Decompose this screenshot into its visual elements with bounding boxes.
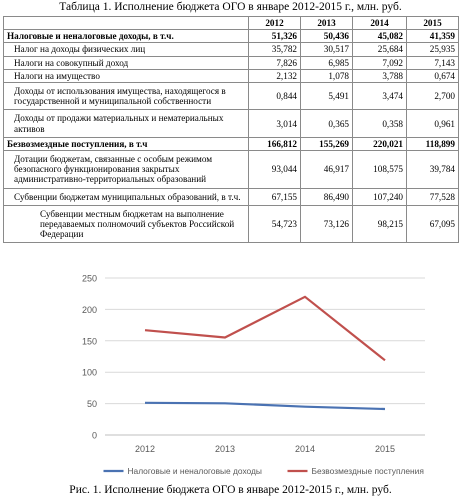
cell-value: 30,517 xyxy=(301,43,353,56)
legend-label: Налоговые и неналоговые доходы xyxy=(127,466,262,476)
cell-value: 6,985 xyxy=(301,56,353,69)
cell-value: 0,365 xyxy=(301,110,353,137)
cell-value: 25,684 xyxy=(353,43,407,56)
cell-value: 166,812 xyxy=(249,137,301,150)
table-row xyxy=(4,83,459,110)
row-label: Доходы от продажи материальных и нематериальных активов xyxy=(4,110,249,137)
cell-value: 2,132 xyxy=(249,69,301,82)
table-row xyxy=(4,137,459,150)
row-label: Налоги на имущество xyxy=(4,69,249,82)
cell-value: 1,078 xyxy=(301,69,353,82)
header-year-2013: 2013 xyxy=(301,17,353,30)
cell-value: 0,844 xyxy=(249,83,301,110)
row-label: Налоговые и неналоговые доходы, в т.ч. xyxy=(4,30,249,43)
x-tick-label: 2013 xyxy=(214,444,236,454)
table-row xyxy=(4,30,459,43)
cell-value: 25,935 xyxy=(407,43,459,56)
cell-value: 7,143 xyxy=(407,56,459,69)
cell-value: 0,961 xyxy=(407,110,459,137)
cell-value: 7,826 xyxy=(249,56,301,69)
cell-value: 86,490 xyxy=(301,188,353,205)
y-tick-label: 200 xyxy=(81,304,97,315)
x-tick-label: 2014 xyxy=(294,444,316,454)
cell-value: 98,215 xyxy=(353,205,407,243)
cell-value: 46,917 xyxy=(301,151,353,189)
budget-line-chart xyxy=(0,266,461,482)
cell-value: 118,899 xyxy=(407,137,459,150)
x-tick-label: 2012 xyxy=(134,444,156,454)
header-year-2014: 2014 xyxy=(353,17,407,30)
row-label: Безвозмездные поступления, в т.ч xyxy=(4,137,249,150)
table-row xyxy=(4,110,459,137)
row-label: Субвенции местным бюджетам на выполнение передаваемых полномочий субъектов Российской Федерации xyxy=(4,205,249,243)
table-row xyxy=(4,188,459,205)
cell-value: 7,092 xyxy=(353,56,407,69)
x-tick-label: 2015 xyxy=(374,444,396,454)
cell-value: 0,358 xyxy=(353,110,407,137)
row-label: Субвенции бюджетам муниципальных образований, в т.ч. xyxy=(4,188,249,205)
cell-value: 2,700 xyxy=(407,83,459,110)
cell-value: 45,082 xyxy=(353,30,407,43)
table-header-row xyxy=(4,17,459,30)
cell-value: 0,674 xyxy=(407,69,459,82)
header-year-2012: 2012 xyxy=(249,17,301,30)
cell-value: 155,269 xyxy=(301,137,353,150)
header-year-2015: 2015 xyxy=(407,17,459,30)
row-label: Налоги на совокупный доход xyxy=(4,56,249,69)
cell-value: 220,021 xyxy=(353,137,407,150)
cell-value: 107,240 xyxy=(353,188,407,205)
cell-value: 93,044 xyxy=(249,151,301,189)
row-label: Доходы от использования имущества, находящегося в государственной и муниципальной собственности xyxy=(4,83,249,110)
figure-caption: Рис. 1. Исполнение бюджета ОГО в январе 2012-2015 г., млн. руб. xyxy=(69,484,392,496)
y-tick-label: 100 xyxy=(81,367,97,378)
header-label-cell xyxy=(4,17,249,30)
cell-value: 67,095 xyxy=(407,205,459,243)
cell-value: 3,788 xyxy=(353,69,407,82)
y-tick-label: 250 xyxy=(81,273,97,284)
budget-table xyxy=(3,16,459,243)
table-row xyxy=(4,151,459,189)
cell-value: 51,326 xyxy=(249,30,301,43)
cell-value: 54,723 xyxy=(249,205,301,243)
cell-value: 108,575 xyxy=(353,151,407,189)
cell-value: 35,782 xyxy=(249,43,301,56)
cell-value: 77,528 xyxy=(407,188,459,205)
cell-value: 5,491 xyxy=(301,83,353,110)
y-tick-label: 50 xyxy=(86,399,97,410)
table-row xyxy=(4,43,459,56)
cell-value: 39,784 xyxy=(407,151,459,189)
table-row xyxy=(4,205,459,243)
cell-value: 73,126 xyxy=(301,205,353,243)
cell-value: 3,014 xyxy=(249,110,301,137)
row-label: Дотации бюджетам, связанные с особым режимом безопасного функционирования закрытых административно-территориальных образований xyxy=(4,151,249,189)
cell-value: 50,436 xyxy=(301,30,353,43)
row-label: Налог на доходы физических лиц xyxy=(4,43,249,56)
legend-label: Безвозмездные поступления xyxy=(311,466,424,476)
cell-value: 3,474 xyxy=(353,83,407,110)
y-tick-label: 150 xyxy=(81,336,97,347)
y-tick-label: 0 xyxy=(91,430,97,441)
table-row xyxy=(4,69,459,82)
series-line xyxy=(145,297,385,361)
cell-value: 41,359 xyxy=(407,30,459,43)
cell-value: 67,155 xyxy=(249,188,301,205)
table-row xyxy=(4,56,459,69)
table-caption: Таблица 1. Исполнение бюджета ОГО в январе 2012-2015 г., млн. руб. xyxy=(59,1,402,13)
